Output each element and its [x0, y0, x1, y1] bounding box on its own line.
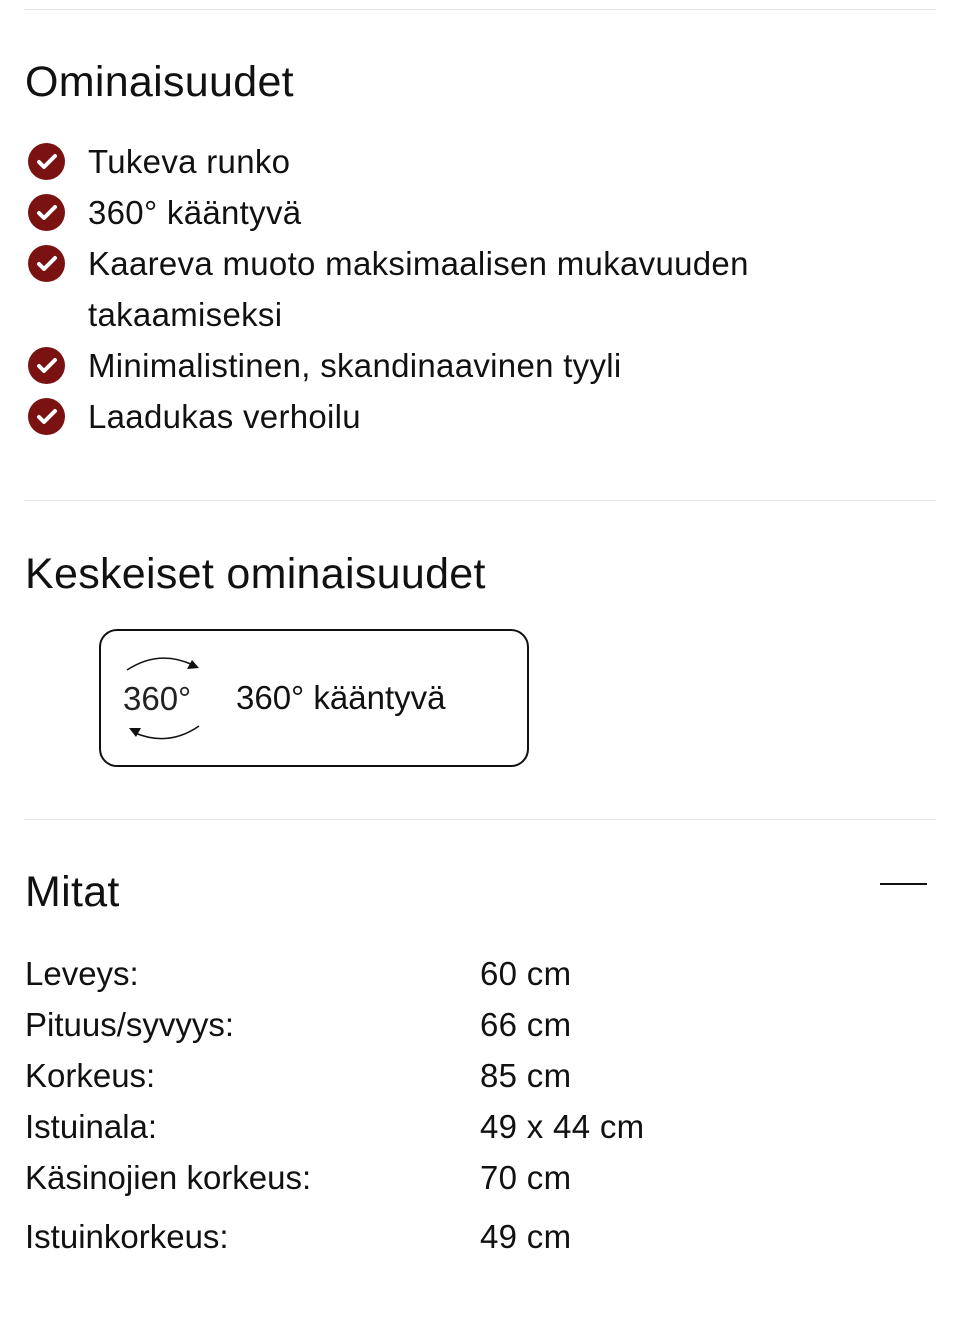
check-circle-icon [28, 398, 65, 435]
features-title: Ominaisuudet [25, 58, 294, 106]
feature-text: Minimalistinen, skandinaavinen tyyli [88, 347, 622, 384]
divider [24, 500, 936, 501]
dimension-label: Pituus/syvyys: [25, 1005, 235, 1043]
dimension-label: Istuinala: [25, 1107, 158, 1145]
feature-text: 360° kääntyvä [88, 194, 302, 231]
dimension-value: 70 cm [480, 1158, 572, 1196]
dimension-row [25, 999, 925, 1050]
dimension-row [25, 948, 925, 999]
feature-text: Tukeva runko [88, 143, 291, 180]
check-circle-icon [28, 245, 65, 282]
feature-text: Kaareva muoto maksimaalisen mukavuuden takaamiseksi [88, 245, 749, 333]
dimension-label: Käsinojien korkeus: [25, 1158, 312, 1196]
dimension-value: 60 cm [480, 954, 572, 992]
dimension-label: Korkeus: [25, 1056, 156, 1094]
divider [24, 819, 936, 820]
rotate-360-icon [119, 653, 209, 745]
feature-item [26, 187, 906, 238]
dimension-value: 66 cm [480, 1005, 572, 1043]
dimension-label: Istuinkorkeus: [25, 1217, 229, 1255]
collapse-minus-icon[interactable] [880, 883, 927, 885]
dimensions-table [25, 948, 925, 1262]
check-circle-icon [28, 143, 65, 180]
feature-item [26, 136, 906, 187]
dimension-row [25, 1101, 925, 1152]
icon-text: 360° [123, 680, 192, 717]
dimension-row [25, 1152, 925, 1203]
features-list [26, 136, 906, 442]
check-circle-icon [28, 194, 65, 231]
key-feature-label: 360° kääntyvä [236, 679, 446, 716]
feature-text: Laadukas verhoilu [88, 398, 361, 435]
dimension-value: 85 cm [480, 1056, 572, 1094]
dimensions-title: Mitat [25, 868, 120, 916]
dimension-label: Leveys: [25, 954, 139, 992]
key-features-title: Keskeiset ominaisuudet [25, 550, 486, 598]
key-feature-card [99, 629, 529, 767]
check-circle-icon [28, 347, 65, 384]
divider-top [24, 9, 936, 10]
dimension-value: 49 x 44 cm [480, 1107, 645, 1145]
feature-item [26, 238, 906, 340]
dimension-row [25, 1211, 925, 1262]
dimension-row [25, 1050, 925, 1101]
feature-item [26, 391, 906, 442]
dimension-value: 49 cm [480, 1217, 572, 1255]
feature-item [26, 340, 906, 391]
